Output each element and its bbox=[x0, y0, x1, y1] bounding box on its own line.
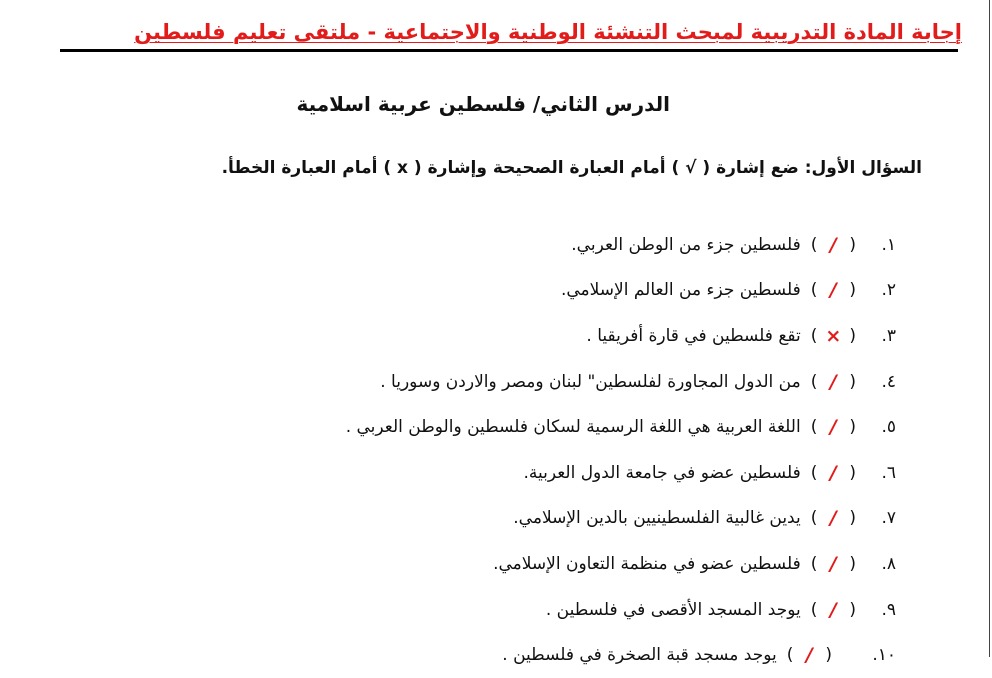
list-item bbox=[296, 496, 896, 542]
item-number: ٨. bbox=[881, 553, 896, 574]
answer-mark: / bbox=[829, 507, 837, 530]
answer-mark: / bbox=[829, 461, 837, 484]
lesson-title: الدرس الثاني/ فلسطين عربية اسلامية bbox=[296, 92, 670, 116]
list-item bbox=[296, 404, 896, 450]
list-item bbox=[296, 268, 896, 314]
item-number: ٧. bbox=[881, 508, 896, 529]
open-paren: ( bbox=[849, 599, 856, 620]
list-item bbox=[296, 587, 896, 633]
open-paren: ( bbox=[849, 280, 856, 301]
item-text: فلسطين جزء من العالم الإسلامي. bbox=[560, 280, 801, 301]
item-text: يدين غالبية الفلسطينيين بالدين الإسلامي. bbox=[513, 508, 801, 529]
answer-mark: / bbox=[829, 370, 837, 393]
answer-mark: / bbox=[805, 644, 813, 667]
open-paren: ( bbox=[849, 371, 856, 392]
open-paren: ( bbox=[849, 553, 856, 574]
answer-mark: / bbox=[829, 552, 837, 575]
open-paren: ( bbox=[849, 234, 856, 255]
page-border bbox=[989, 0, 990, 657]
list-item bbox=[296, 222, 896, 268]
close-paren: ) bbox=[810, 599, 818, 620]
close-paren: ) bbox=[810, 417, 818, 438]
open-paren: ( bbox=[849, 508, 856, 529]
answer-mark: / bbox=[829, 598, 837, 621]
answer-mark: / bbox=[829, 416, 837, 439]
item-text: اللغة العربية هي اللغة الرسمية لسكان فلسطين والوطن العربي . bbox=[345, 417, 801, 438]
list-item bbox=[296, 313, 896, 359]
open-paren: ( bbox=[849, 462, 856, 483]
item-number: ٣. bbox=[881, 325, 896, 346]
item-text: تقع فلسطين في قارة أفريقيا . bbox=[586, 325, 801, 346]
header-divider bbox=[60, 49, 958, 52]
item-number: ١. bbox=[881, 234, 896, 255]
item-number: ١٠. bbox=[872, 645, 896, 666]
close-paren: ) bbox=[810, 280, 818, 301]
item-text: يوجد مسجد قبة الصخرة في فلسطين . bbox=[502, 645, 777, 666]
list-item bbox=[296, 541, 896, 587]
item-number: ٥. bbox=[881, 417, 896, 438]
answer-mark: × bbox=[825, 324, 842, 347]
item-number: ٩. bbox=[881, 599, 896, 620]
close-paren: ) bbox=[810, 553, 818, 574]
answer-list bbox=[296, 222, 896, 678]
open-paren: ( bbox=[849, 325, 856, 346]
list-item bbox=[296, 450, 896, 496]
answer-mark: / bbox=[829, 233, 837, 256]
close-paren: ) bbox=[810, 234, 818, 255]
close-paren: ) bbox=[810, 325, 818, 346]
item-text: فلسطين جزء من الوطن العربي. bbox=[571, 234, 801, 255]
item-text: فلسطين عضو في جامعة الدول العربية. bbox=[523, 462, 801, 483]
item-number: ٢. bbox=[881, 280, 896, 301]
list-item bbox=[296, 359, 896, 405]
item-number: ٦. bbox=[881, 462, 896, 483]
close-paren: ) bbox=[786, 645, 794, 666]
question-instruction: السؤال الأول: ضع إشارة ( √ ) أمام العبارة الصحيحة وإشارة ( x ) أمام العبارة الخطأ. bbox=[221, 158, 922, 178]
item-text: من الدول المجاورة لفلسطين" لبنان ومصر والاردن وسوريا . bbox=[380, 371, 801, 392]
close-paren: ) bbox=[810, 462, 818, 483]
open-paren: ( bbox=[825, 645, 832, 666]
close-paren: ) bbox=[810, 371, 818, 392]
list-item bbox=[296, 632, 896, 678]
item-number: ٤. bbox=[881, 371, 896, 392]
answer-mark: / bbox=[829, 279, 837, 302]
open-paren: ( bbox=[849, 417, 856, 438]
close-paren: ) bbox=[810, 508, 818, 529]
item-text: فلسطين عضو في منظمة التعاون الإسلامي. bbox=[493, 553, 801, 574]
page-header-title: إجابة المادة التدريبية لمبحث التنشئة الوطنية والاجتماعية - ملتقى تعليم فلسطين bbox=[134, 20, 962, 44]
item-text: يوجد المسجد الأقصى في فلسطين . bbox=[545, 599, 801, 620]
